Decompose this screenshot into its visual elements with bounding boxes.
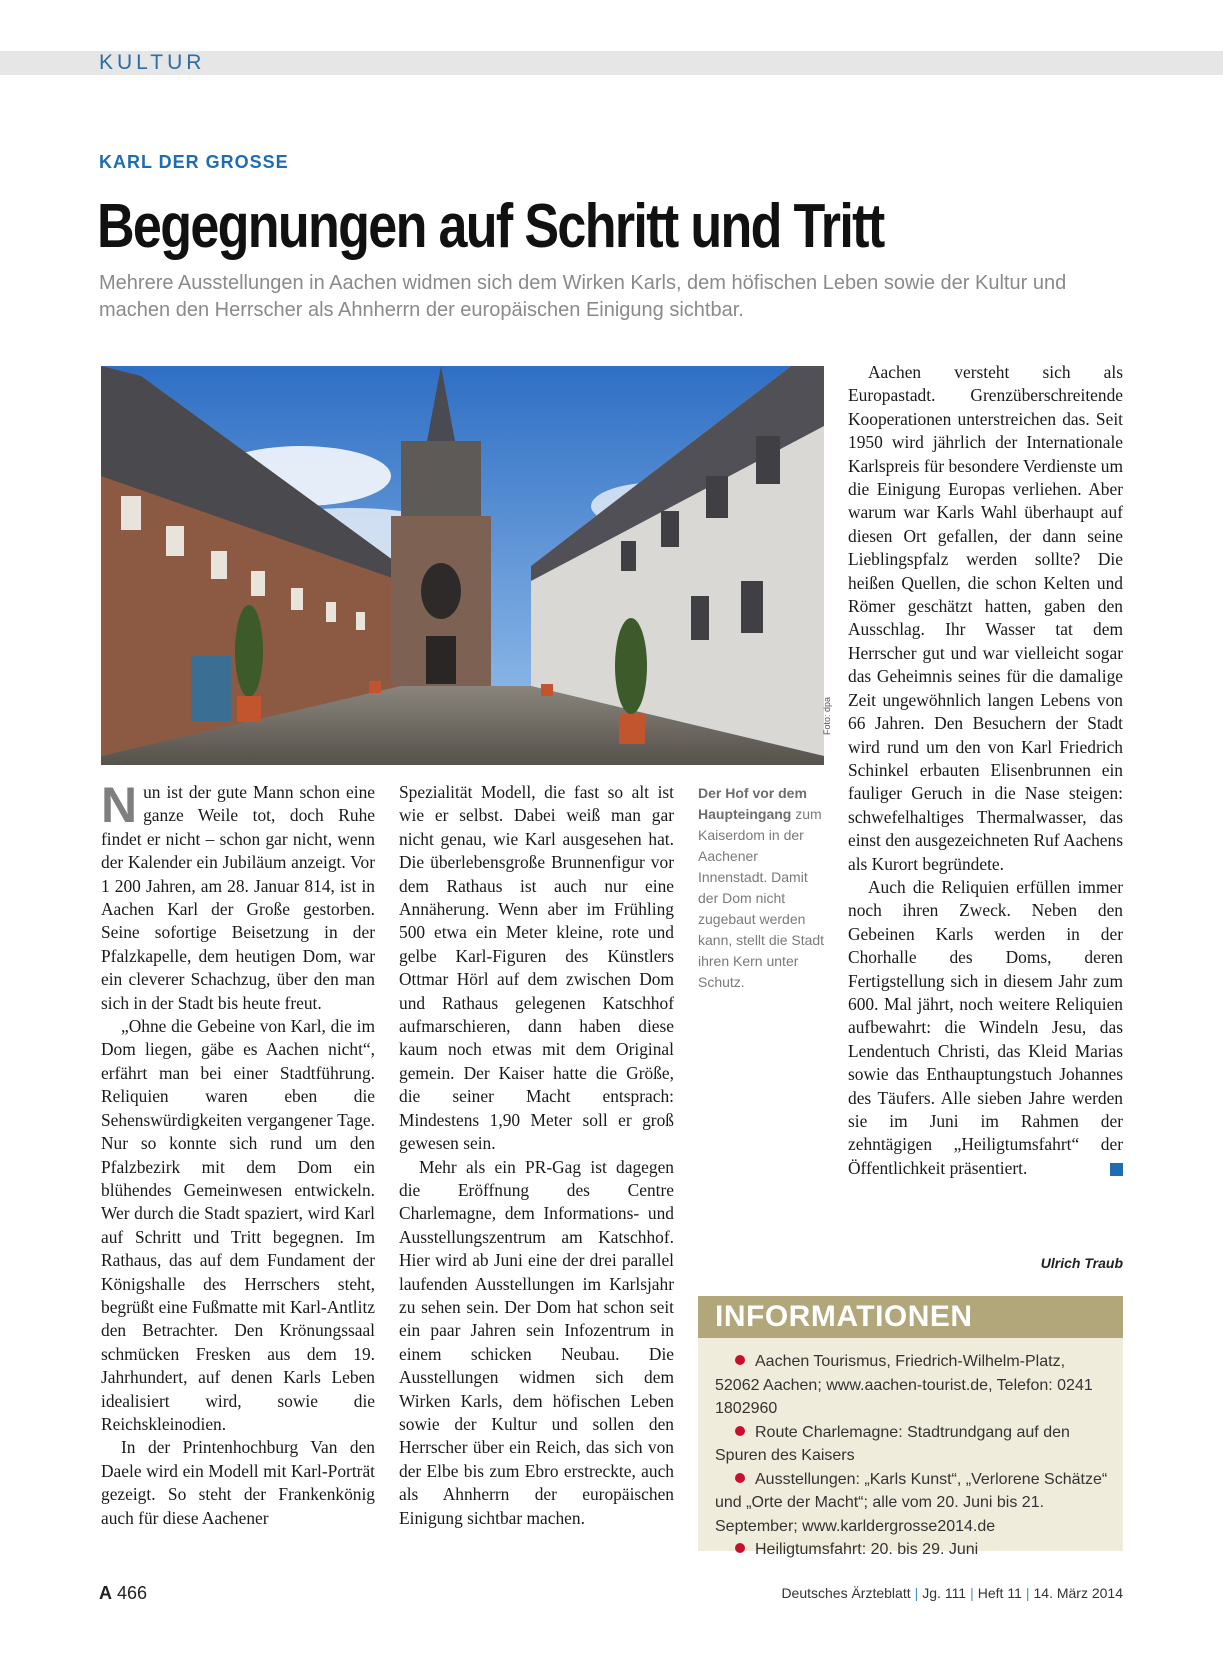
cathedral-courtyard-photo bbox=[101, 366, 824, 765]
info-box-title: INFORMATIONEN bbox=[698, 1296, 1123, 1338]
author-byline: Ulrich Traub bbox=[1040, 1255, 1123, 1271]
article-kicker: KARL DER GROSSE bbox=[99, 152, 289, 172]
bullet-icon bbox=[735, 1355, 745, 1365]
journal-date: 14. März 2014 bbox=[1033, 1585, 1123, 1601]
article-paragraph: Aachen versteht sich als Europastadt. Grenzüberschreitende Kooperationen unterstreichen das. Seit 1950 wird jährlich der Internationale Karlspreis für besondere Verdienste um die Einigung Europas verliehen. Aber warum war Karls Wahl überhaupt auf diesen Ort gefallen, der dann seine Lieblingspfalz werden sollte? Die heißen Quellen, die schon Kelten und Römer geschätzt hatten, gaben den Ausschlag. Ihr Wasser tat dem Herrscher gut und war vielleicht sogar das Geheimnis seines für die damalige Zeit ungewöhnlich langen Lebens von 66 Jahren. Den Besuchern der Stadt wird rund um den von Karl Friedrich Schinkel erbauten Elisenbrunnen ein fauliger Geruch in die Nase steigen: schwefelhaltiges Thermalwasser, das einst den ausgezeichneten Ruf Aachens als Kurort begründete. bbox=[848, 362, 1123, 874]
journal-name: Deutsches Ärzteblatt bbox=[781, 1585, 911, 1601]
article-paragraph: „Ohne die Gebeine von Karl, die im Dom liegen, gäbe es Aachen nicht“, erfährt man bei einer Stadtführung. Reliquien waren eben die Sehenswürdigkeiten vergangener Tage. Nur so konnte sich rund um den Pfalzbezirk mit dem Dom ein blühendes Gemeinwesen entwickeln. Wer durch die Stadt spaziert, wird Karl auf Schritt und Tritt begegnen. Im Rathaus, das auf dem Fundament der Königshalle des Herrschers steht, begrüßt eine Fußmatte mit Karl-Antlitz den Betrachter. Den Krönungssaal schmücken Fresken aus dem 19. Jahrhundert, auf denen Karls Leben idealisiert wird, sowie die Reichskleinodien. bbox=[101, 1016, 375, 1434]
journal-issue: Heft 11 bbox=[977, 1585, 1022, 1601]
article-column-2 bbox=[399, 781, 674, 1530]
caption-text: zum Kaiserdom in der Aachener Innenstadt. Damit der Dom nicht zugebaut werden kann, stellt die Stadt ihren Kern unter Schutz. bbox=[698, 806, 825, 990]
journal-volume: Jg. 111 bbox=[922, 1585, 967, 1601]
info-item: Heiligtumsfahrt: 20. bis 29. Juni bbox=[715, 1538, 1111, 1562]
article-column-3 bbox=[848, 361, 1123, 1180]
end-mark-icon bbox=[1110, 1163, 1123, 1176]
article-headline: Begegnungen auf Schritt und Tritt bbox=[97, 192, 884, 261]
photo-caption bbox=[698, 783, 828, 993]
cathedral-photo-illustration bbox=[101, 366, 824, 765]
info-box bbox=[698, 1296, 1123, 1558]
page-number: A 466 bbox=[99, 1583, 148, 1603]
caption-title: Der Hof vor dem Haupteingang bbox=[698, 785, 807, 822]
article-paragraph: Spezialität Modell, die fast so alt ist wie er selbst. Dabei weiß man gar nicht genau, wie Karl ausgesehen hat. Die überlebensgroße Brunnenfigur vor dem Rathaus ist auch nur eine Annäherung. Wenn aber im Frühling 500 etwa ein Meter kleine, rote und gelbe Karl-Figuren des Künstlers Ottmar Hörl auf dem zwischen Dom und Rathaus gelegenen Katschhof aufmarschieren, dann haben diese kaum noch etwas mit dem Original gemein. Der Kaiser hatte die Größe, die seiner Macht entsprach: Mindestens 1,90 Meter soll er groß gewesen sein. bbox=[399, 782, 674, 1154]
info-item: Ausstellungen: „Karls Kunst“, „Verlorene Schätze“ und „Orte der Macht“; alle vom 20. Juni bis 21. September; www.karldergrosse2014.de bbox=[715, 1470, 1108, 1535]
article-paragraph: Nun ist der gute Mann schon eine ganze Weile tot, doch Ruhe findet er nicht – schon gar nicht, wenn der Kalender ein Jubiläum anzeigt. Vor 1 200 Jahren, am 28. Januar 814, ist in Aachen Karl der Große gestorben. Seine sofortige Beisetzung in der Pfalzkapelle, dem heutigen Dom, war ein cleverer Schachzug, über den man sich in der Stadt bis heute freut. bbox=[101, 777, 375, 1013]
info-box-list bbox=[698, 1338, 1123, 1562]
dropcap: N bbox=[101, 777, 138, 833]
section-label: KULTUR bbox=[99, 51, 206, 74]
photo-credit: Foto: dpa bbox=[822, 696, 832, 735]
article-paragraph: Mehr als ein PR-Gag ist dagegen die Eröffnung des Centre Charlemagne, dem Informations- und Ausstellungszentrum am Katschhof. Hier wird ab Juni eine der drei parallel laufenden Ausstellungen im Karlsjahr zu sehen sein. Der Dom hat schon seit ein paar Jahren sein Infozentrum in einem schicken Neubau. Die Ausstellungen widmen sich dem Wirken Karls, dem höfischen Leben sowie der Kultur und sollen den Herrscher über ein Reich, das sich von der Elbe bis zum Ebro erstreckte, auch als Ahnherrn der europäischen Einigung sichtbar machen. bbox=[399, 1156, 674, 1528]
bullet-icon bbox=[735, 1543, 745, 1553]
journal-footer: Deutsches Ärzteblatt | Jg. 111 | Heft 11 | 14. März 2014 bbox=[781, 1585, 1123, 1601]
bullet-icon bbox=[735, 1426, 745, 1436]
bullet-icon bbox=[735, 1473, 745, 1483]
article-paragraph: Auch die Reliquien erfüllen immer noch ihren Zweck. Neben den Gebeinen Karls werden in der Chorhalle des Doms, deren Fertigstellung sich in diesem Jahr zum 600. Mal jährt, noch weitere Reliquien aufbewahrt: die Windeln Jesu, das Lendentuch Christi, das Kleid Marias sowie das Enthauptungstuch Johannes des Täufers. Alle sieben Jahre werden sie im Juni im Rahmen der zehntägigen „Heiligtumsfahrt“ der Öffentlichkeit präsentiert. bbox=[848, 876, 1123, 1178]
info-item: Aachen Tourismus, Friedrich-Wilhelm-Platz, 52062 Aachen; www.aachen-tourist.de, Telefon: 0241 1802960 bbox=[715, 1353, 1093, 1417]
article-paragraph: In der Printenhochburg Van den Daele wird ein Modell mit Karl-Porträt gezeigt. So steht der Frankenkönig auch für diese Aachener bbox=[101, 1437, 375, 1528]
article-standfirst: Mehrere Ausstellungen in Aachen widmen sich dem Wirken Karls, dem höfischen Leben sowie der Kultur und machen den Herrscher als Ahnherrn der europäischen Einigung sichtbar. bbox=[99, 272, 1067, 321]
article-column-1 bbox=[101, 777, 375, 1530]
info-item: Route Charlemagne: Stadtrundgang auf den Spuren des Kaisers bbox=[715, 1423, 1070, 1464]
